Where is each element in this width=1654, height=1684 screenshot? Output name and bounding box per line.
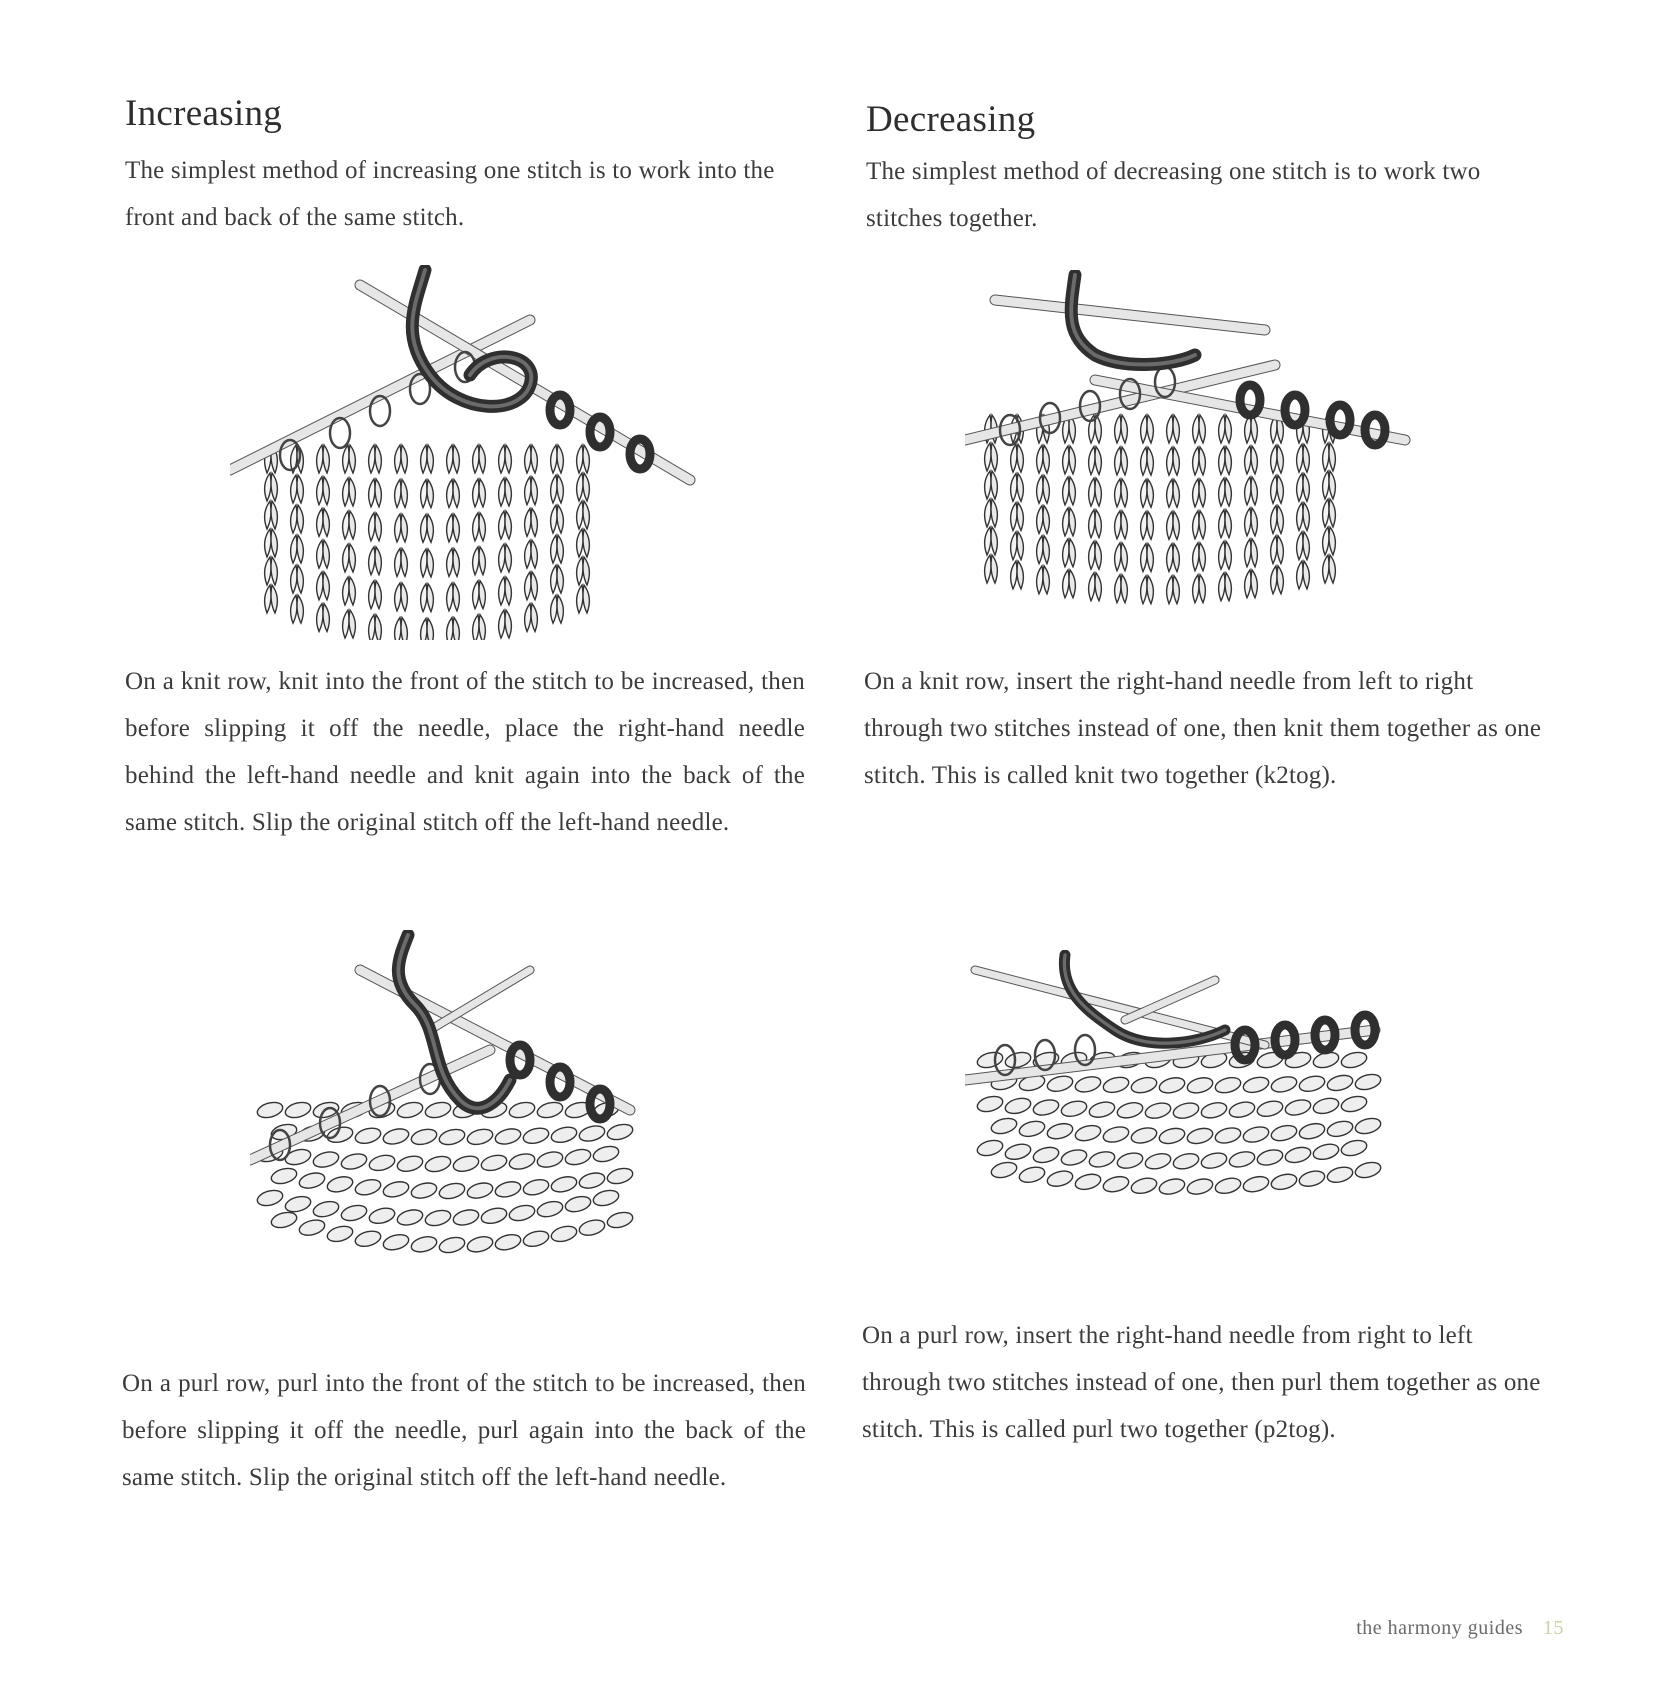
decrease-purl-illustration [965,950,1415,1265]
series-title: the harmony guides [1356,1617,1523,1639]
increase-purl-caption: On a purl row, purl into the front of the stitch to be increased, then before slipping it off the needle, purl again into the back of the same stitch. Slip the original stitch off the left-hand needle. [122,1370,806,1491]
decrease-knit-illustration [965,270,1415,620]
increasing-heading: Increasing [125,93,283,134]
increasing-intro: The simplest method of increasing one stitch is to work into the front and back of the same stitch. [125,157,775,231]
page-number: 15 [1543,1617,1564,1639]
decrease-knit-caption: On a knit row, insert the right-hand needle from left to right through two stitches instead of one, then knit them together as one stitch. This is called knit two together (k2tog). [864,668,1542,789]
decreasing-intro: The simplest method of decreasing one stitch is to work two stitches together. [866,158,1481,232]
page-footer [1356,1617,1564,1640]
decreasing-heading: Decreasing [866,99,1036,140]
increase-knit-caption: On a knit row, knit into the front of the stitch to be increased, then before slipping it off the needle, place the right-hand needle behind the left-hand needle and knit again into the back of the same stitch. Slip the original stitch off the left-hand needle. [125,668,805,836]
decrease-purl-caption: On a purl row, insert the right-hand needle from right to left through two stitches instead of one, then purl them together as one stitch. This is called purl two together (p2tog). [862,1322,1541,1443]
increase-purl-illustration [250,930,690,1300]
increase-knit-illustration [230,265,700,640]
